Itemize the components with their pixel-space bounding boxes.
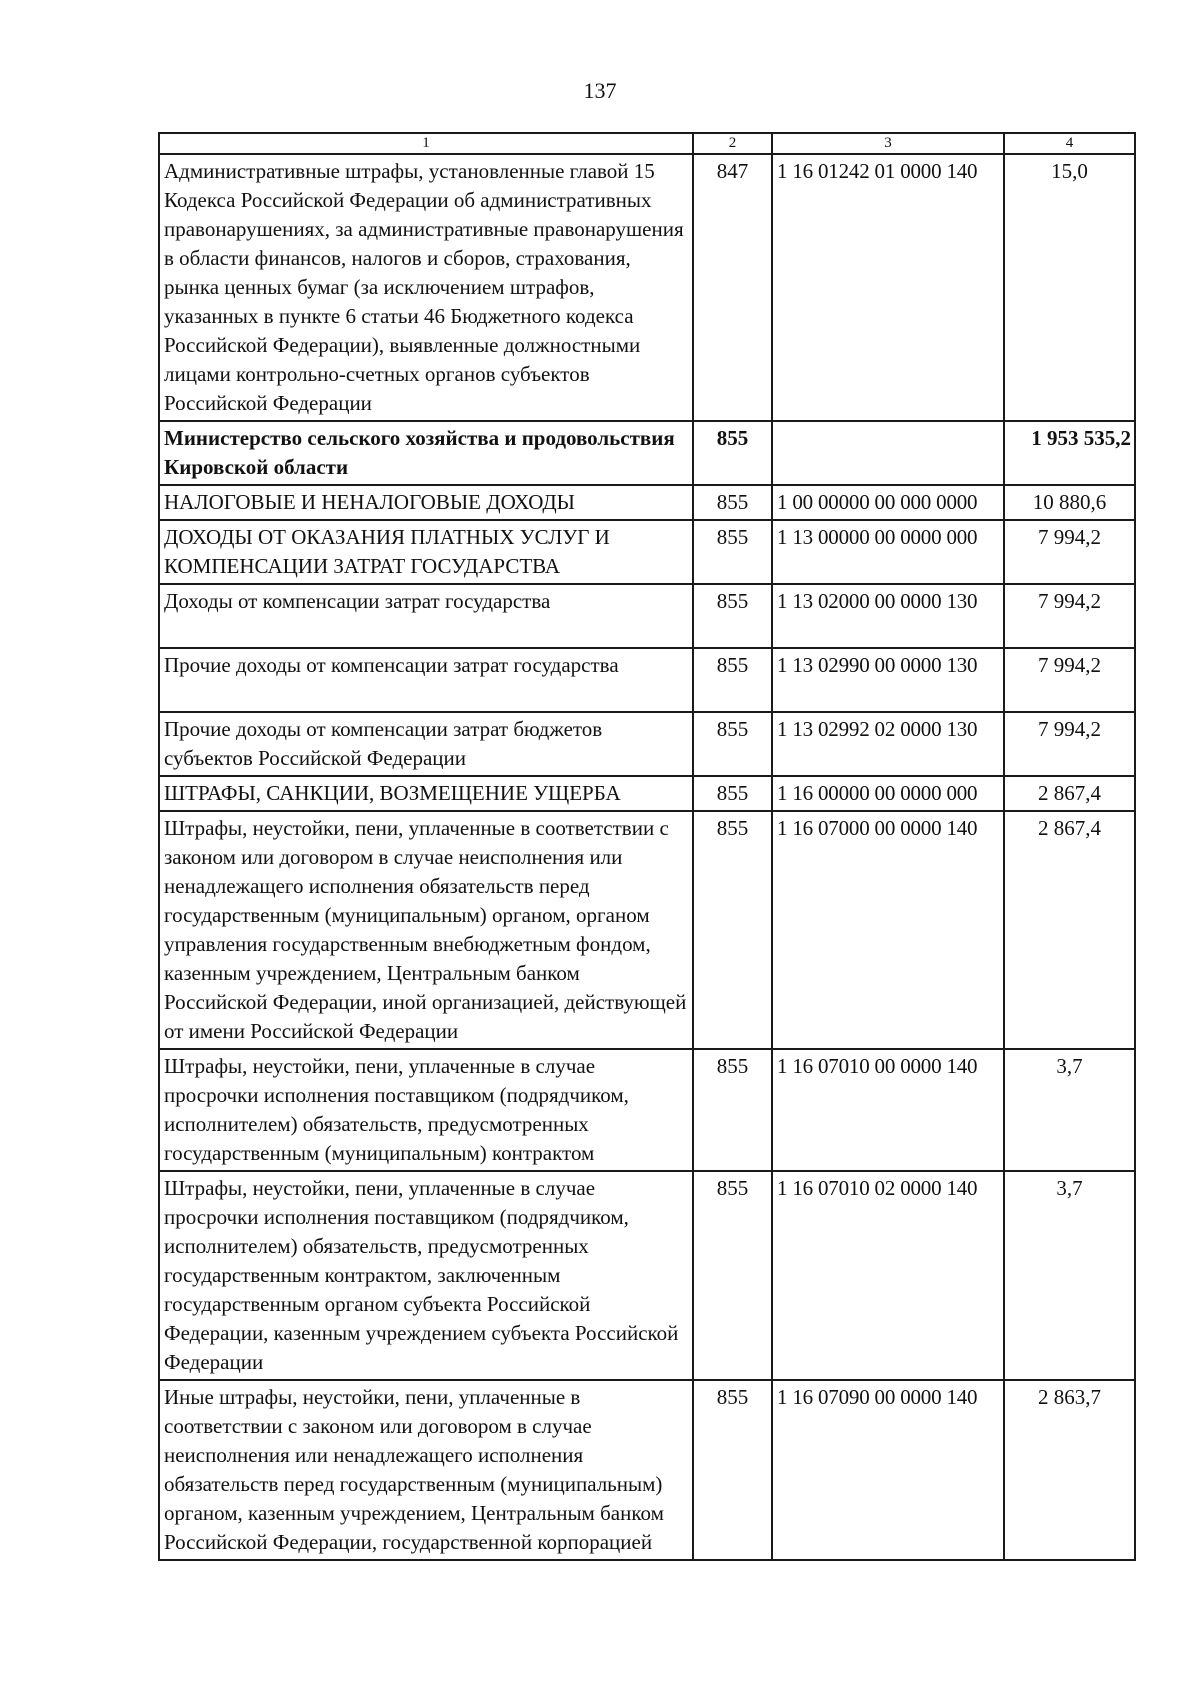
revenue-name: Министерство сельского хозяйства и продовольствия Кировской области bbox=[159, 421, 693, 485]
table-row bbox=[159, 648, 1135, 712]
revenue-name: Иные штрафы, неустойки, пени, уплаченные в соответствии с законом или договором в случае неисполнения или ненадлежащего исполнения обязательств перед государственным (муниципальным) органом, казенным учреждением, Центральным банком Российской Федерации, государственной корпорацией bbox=[159, 1380, 693, 1560]
column-header: 1 bbox=[159, 133, 693, 154]
amount: 2 863,7 bbox=[1004, 1380, 1135, 1560]
amount: 7 994,2 bbox=[1004, 520, 1135, 584]
table-row bbox=[159, 520, 1135, 584]
revenue-name: Штрафы, неустойки, пени, уплаченные в случае просрочки исполнения поставщиком (подрядчиком, исполнителем) обязательств, предусмотренных государственным контрактом, заключенным государственным органом субъекта Российской Федерации, казенным учреждением субъекта Российской Федерации bbox=[159, 1171, 693, 1380]
table-row bbox=[159, 776, 1135, 811]
budget-classification-code: 1 16 07010 00 0000 140 bbox=[772, 1049, 1004, 1171]
admin-code: 855 bbox=[693, 485, 772, 520]
page-number: 137 bbox=[583, 78, 617, 103]
table-row bbox=[159, 712, 1135, 776]
amount: 1 953 535,2 bbox=[1004, 421, 1135, 485]
table-row bbox=[159, 1171, 1135, 1380]
budget-classification-code: 1 16 01242 01 0000 140 bbox=[772, 154, 1004, 421]
admin-code: 855 bbox=[693, 584, 772, 648]
table-header-row bbox=[159, 133, 1135, 154]
revenue-name: Административные штрафы, установленные главой 15 Кодекса Российской Федерации об административных правонарушениях, за административные правонарушения в области финансов, налогов и сборов, страхования, рынка ценных бумаг (за исключением штрафов, указанных в пункте 6 статьи 46 Бюджетного кодекса Российской Федерации), выявленные должностными лицами контрольно-счетных органов субъектов Российской Федерации bbox=[159, 154, 693, 421]
budget-classification-code: 1 13 02000 00 0000 130 bbox=[772, 584, 1004, 648]
table-row bbox=[159, 1380, 1135, 1560]
revenue-name: Штрафы, неустойки, пени, уплаченные в соответствии с законом или договором в случае неисполнения или ненадлежащего исполнения обязательств перед государственным (муниципальным) органом, органом управления государственным внебюджетным фондом, казенным учреждением, Центральным банком Российской Федерации, иной организацией, действующей от имени Российской Федерации bbox=[159, 811, 693, 1049]
table-row bbox=[159, 485, 1135, 520]
column-header: 3 bbox=[772, 133, 1004, 154]
column-header: 4 bbox=[1004, 133, 1135, 154]
budget-classification-code: 1 16 00000 00 0000 000 bbox=[772, 776, 1004, 811]
admin-code: 855 bbox=[693, 776, 772, 811]
table-row bbox=[159, 421, 1135, 485]
amount: 3,7 bbox=[1004, 1049, 1135, 1171]
revenue-name: ШТРАФЫ, САНКЦИИ, ВОЗМЕЩЕНИЕ УЩЕРБА bbox=[159, 776, 693, 811]
table-row bbox=[159, 1049, 1135, 1171]
revenue-name: Штрафы, неустойки, пени, уплаченные в случае просрочки исполнения поставщиком (подрядчиком, исполнителем) обязательств, предусмотренных государственным (муниципальным) контрактом bbox=[159, 1049, 693, 1171]
budget-classification-code: 1 13 02990 00 0000 130 bbox=[772, 648, 1004, 712]
amount: 10 880,6 bbox=[1004, 485, 1135, 520]
admin-code: 855 bbox=[693, 712, 772, 776]
revenue-table bbox=[158, 132, 1136, 1561]
revenue-name: ДОХОДЫ ОТ ОКАЗАНИЯ ПЛАТНЫХ УСЛУГ И КОМПЕНСАЦИИ ЗАТРАТ ГОСУДАРСТВА bbox=[159, 520, 693, 584]
budget-classification-code bbox=[772, 421, 1004, 485]
budget-classification-code: 1 16 07090 00 0000 140 bbox=[772, 1380, 1004, 1560]
admin-code: 855 bbox=[693, 1171, 772, 1380]
budget-classification-code: 1 16 07000 00 0000 140 bbox=[772, 811, 1004, 1049]
revenue-name: Прочие доходы от компенсации затрат государства bbox=[159, 648, 693, 712]
admin-code: 855 bbox=[693, 1380, 772, 1560]
table-row bbox=[159, 811, 1135, 1049]
amount: 7 994,2 bbox=[1004, 712, 1135, 776]
table-row bbox=[159, 154, 1135, 421]
amount: 3,7 bbox=[1004, 1171, 1135, 1380]
admin-code: 855 bbox=[693, 648, 772, 712]
admin-code: 855 bbox=[693, 520, 772, 584]
table-row bbox=[159, 584, 1135, 648]
admin-code: 855 bbox=[693, 421, 772, 485]
revenue-name: Прочие доходы от компенсации затрат бюджетов субъектов Российской Федерации bbox=[159, 712, 693, 776]
admin-code: 855 bbox=[693, 1049, 772, 1171]
column-header: 2 bbox=[693, 133, 772, 154]
budget-classification-code: 1 13 02992 02 0000 130 bbox=[772, 712, 1004, 776]
budget-classification-code: 1 00 00000 00 000 0000 bbox=[772, 485, 1004, 520]
admin-code: 847 bbox=[693, 154, 772, 421]
amount: 7 994,2 bbox=[1004, 584, 1135, 648]
amount: 2 867,4 bbox=[1004, 811, 1135, 1049]
budget-classification-code: 1 16 07010 02 0000 140 bbox=[772, 1171, 1004, 1380]
budget-classification-code: 1 13 00000 00 0000 000 bbox=[772, 520, 1004, 584]
amount: 2 867,4 bbox=[1004, 776, 1135, 811]
revenue-name: Доходы от компенсации затрат государства bbox=[159, 584, 693, 648]
revenue-name: НАЛОГОВЫЕ И НЕНАЛОГОВЫЕ ДОХОДЫ bbox=[159, 485, 693, 520]
amount: 15,0 bbox=[1004, 154, 1135, 421]
admin-code: 855 bbox=[693, 811, 772, 1049]
amount: 7 994,2 bbox=[1004, 648, 1135, 712]
